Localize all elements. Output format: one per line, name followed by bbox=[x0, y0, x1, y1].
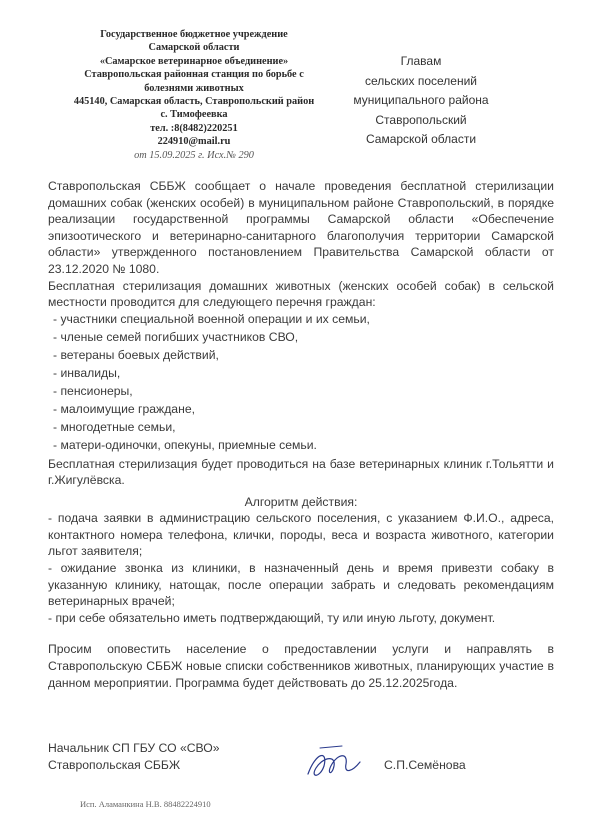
org-line: «Самарское ветеринарное объединение» bbox=[99, 55, 289, 67]
signature-position bbox=[48, 740, 220, 774]
addressee-line: сельских поселений bbox=[365, 73, 477, 88]
intro-paragraph: Ставропольская СББЖ сообщает о начале проведения бесплатной стерилизации домашних собак (женских особей) в муниципальном районе Ставропольский, в порядке реализации государственной программы Самарской области «Обеспечение эпизоотического и ветеринарно-санитарного благополучия территории Самарской области» утвержденного постановлением Правительства Самарской области от 23.12.2020 № 1080. bbox=[48, 179, 554, 276]
addressee-line: Самарской области bbox=[365, 132, 477, 146]
list-item: - матери-одиночки, опекуны, приемные семьи. bbox=[53, 438, 317, 453]
position-unit: Ставропольская СББЖ bbox=[48, 758, 181, 772]
org-line: Самарской области bbox=[148, 42, 240, 54]
request-paragraph: Просим оповестить население о предоставлении услуги и направлять в Ставропольскую СББЖ новые списки собственников животных, планирующих участие в данном мероприятии. Программа будет действовать до 25.12.2025года. bbox=[48, 642, 554, 690]
org-line: Ставропольская районная станция по борьбе с болезнями животных bbox=[84, 69, 304, 94]
handwritten-signature bbox=[302, 744, 364, 784]
list-item: - малоимущие граждане, bbox=[53, 402, 195, 417]
addressee-line: Главам bbox=[400, 54, 442, 68]
algorithm-step: - подача заявки в администрацию сельского поселения, с указанием Ф.И.О., адреса, контактного номера телефона, клички, породы, веса и возраста животного, категории льгот заявителя; bbox=[48, 511, 554, 559]
algorithm-step: - при себе обязательно иметь подтверждающий, ту или иную льготу, документ. bbox=[48, 610, 496, 625]
list-item: - инвалиды, bbox=[53, 366, 121, 381]
org-village: с. Тимофеевка bbox=[160, 109, 228, 121]
addressee-line: Ставропольский bbox=[375, 112, 467, 127]
list-item: - членые семей погибших участников СВО, bbox=[53, 329, 299, 344]
eligible-list bbox=[48, 311, 554, 454]
org-line: Государственное бюджетное учреждение bbox=[100, 29, 288, 40]
addressee-line: муниципального района bbox=[353, 93, 489, 107]
organization-header bbox=[68, 28, 320, 162]
signer-name: С.П.Семёнова bbox=[384, 758, 466, 772]
eligibility-paragraph: Бесплатная стерилизация домашних животных (женских особей собак) в сельской местности проводится для следующего перечня граждан: bbox=[48, 278, 554, 310]
letter-body bbox=[48, 178, 554, 691]
org-email: 224910@mail.ru bbox=[157, 136, 231, 148]
list-item: - ветераны боевых действий, bbox=[53, 347, 219, 362]
list-item: - многодетные семьи, bbox=[53, 420, 176, 435]
org-phone: тел. :8(8482)220251 bbox=[150, 122, 238, 134]
outgoing-number: от 15.09.2025 г. Исх.№ 290 bbox=[134, 149, 254, 161]
org-address: 445140, Самарская область, Ставропольский район bbox=[73, 96, 315, 108]
list-item: - участники специальной военной операции и их семьи, bbox=[53, 311, 370, 326]
algorithm-title: Алгоритм действия: bbox=[244, 494, 358, 509]
list-item: - пенсионеры, bbox=[53, 384, 133, 399]
addressee-block bbox=[336, 52, 506, 150]
algorithm-step: - ожидание звонка из клиники, в назначенный день и время привезти собаку в указанную клинику, натощак, после операции забрать и следовать рекомендациям ветеринарных врачей; bbox=[48, 561, 554, 609]
executor-note: Исп. Аламанкина Н.В. 88482224910 bbox=[80, 799, 211, 809]
location-paragraph: Бесплатная стерилизация будет проводиться на базе ветеринарных клиник г.Тольятти и г.Жигулёвска. bbox=[48, 456, 554, 488]
paragraph-gap bbox=[48, 626, 554, 641]
position-title: Начальник СП ГБУ СО «СВО» bbox=[48, 741, 220, 755]
